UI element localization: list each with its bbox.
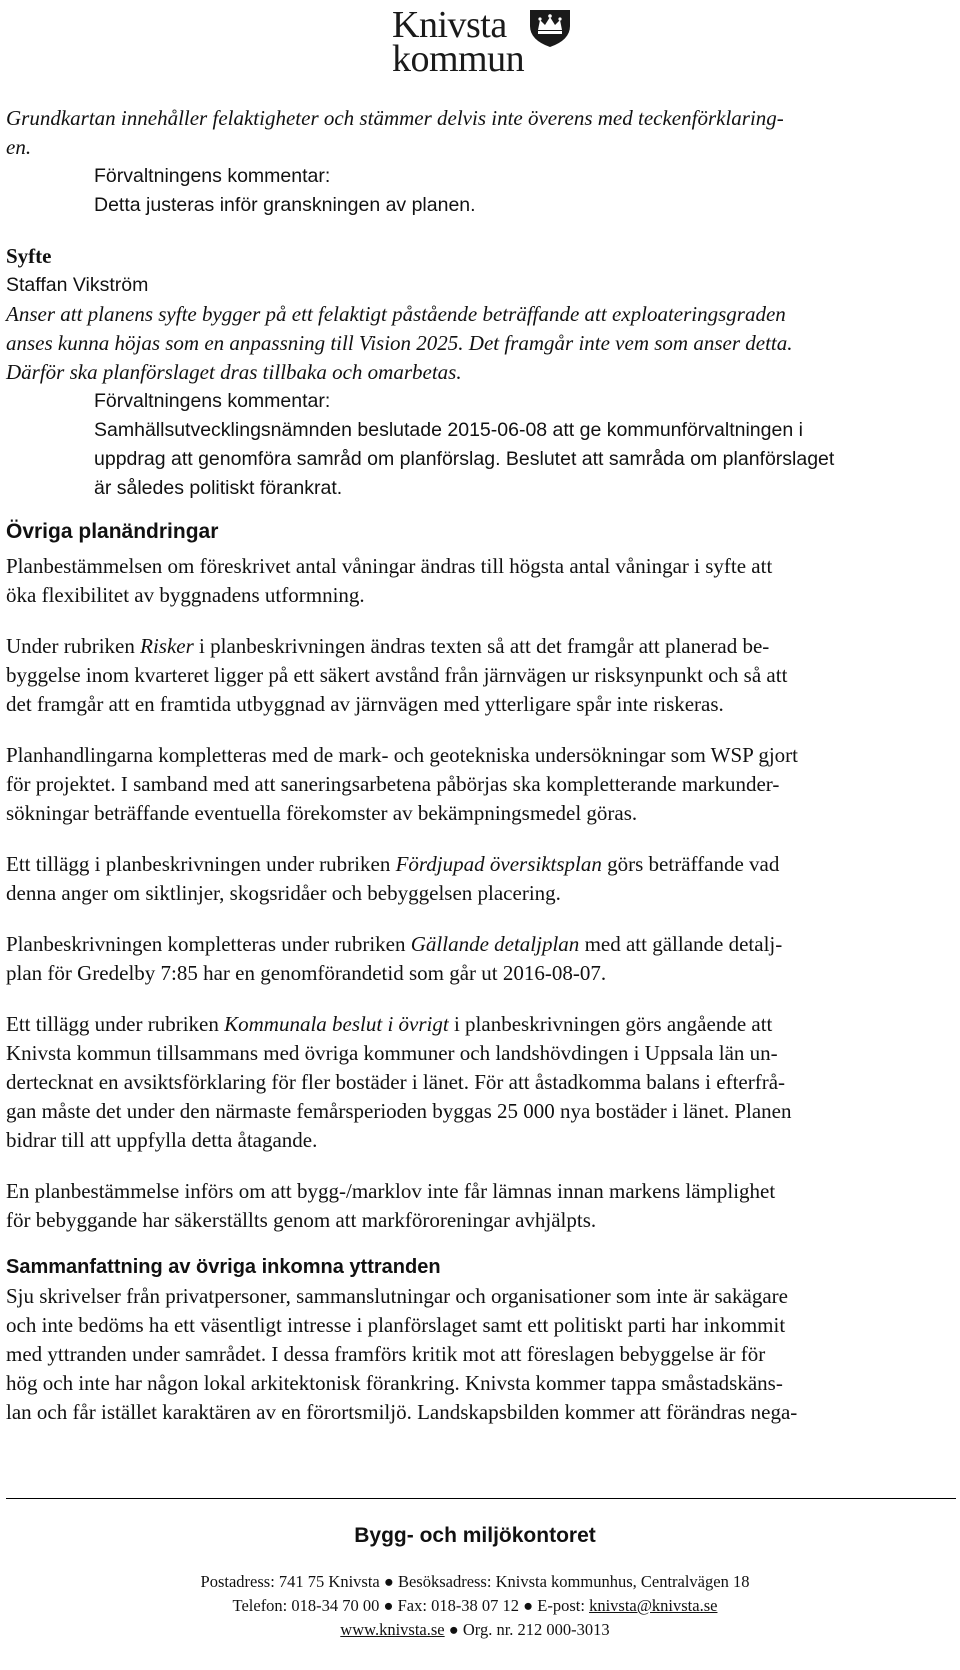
paragraph-line: och inte bedöms ha ett väsentligt intresse i planförslaget samt ett politiskt parti har inkommit: [6, 1313, 786, 1337]
comment-label: Förvaltningens kommentar:: [94, 165, 331, 187]
paragraph-line: sökningar beträffande eventuella förekomster av bekämpningsmedel göras.: [6, 801, 638, 825]
logo-line-1: Knivsta: [392, 4, 507, 46]
syfte-line: Anser att planens syfte bygger på ett felaktigt påstående beträffande att exploateringsgraden: [6, 302, 786, 326]
paragraph-line: Ett tillägg i planbeskrivningen under rubriken Fördjupad översiktsplan görs beträffande vad: [6, 852, 780, 876]
comment-response: uppdrag att genomföra samråd om planförslag. Beslutet att samråda om planförslaget: [94, 448, 835, 470]
paragraph-line: det framgår att en framtida utbyggnad av järnvägen med ytterligare spår inte riskeras.: [6, 692, 724, 716]
paragraph-line: gan måste det under den närmaste femårsperioden byggas 25 000 nya bostäder i länet. Planen: [6, 1099, 792, 1123]
logo-line-2: kommun: [392, 38, 525, 80]
author-name: Staffan Vikström: [6, 274, 149, 296]
footer-title: Bygg- och miljökontoret: [354, 1524, 596, 1547]
section-heading-ovriga: Övriga planändringar: [6, 520, 219, 543]
paragraph-line: Planbeskrivningen kompletteras under rubriken Gällande detaljplan med att gällande detalj-: [6, 932, 783, 956]
comment-text-cont: en.: [6, 135, 32, 159]
paragraph-line: denna anger om siktlinjer, skogsridåer och bebyggelsen placering.: [6, 881, 561, 905]
syfte-line: Därför ska planförslaget dras tillbaka och omarbetas.: [6, 360, 462, 384]
paragraph-line: Planbestämmelsen om föreskrivet antal våningar ändras till högsta antal våningar i syfte att: [6, 554, 773, 578]
footer-web: www.knivsta.se ● Org. nr. 212 000-3013: [340, 1620, 610, 1639]
footer-email-link[interactable]: knivsta@knivsta.se: [589, 1596, 718, 1615]
paragraph-line: byggelse inom kvarteret ligger på ett säkert avstånd från järnvägen ur risksynpunkt och så att: [6, 663, 788, 687]
paragraph-line: Ett tillägg under rubriken Kommunala beslut i övrigt i planbeskrivningen görs angående att: [6, 1012, 773, 1036]
footer-divider: [6, 1498, 956, 1499]
paragraph-line: hög och inte har någon lokal arkitektonisk förankring. Knivsta kommer tappa småstadskäns-: [6, 1371, 783, 1395]
paragraph-line: dertecknat en avsiktsförklaring för fler bostäder i länet. För att åstadkomma balans i efterfrå-: [6, 1070, 786, 1094]
paragraph-line: plan för Gredelby 7:85 har en genomförandetid som går ut 2016-08-07.: [6, 961, 607, 985]
paragraph-line: för projektet. I samband med att saneringsarbetena påbörjas ska kompletterande markunder-: [6, 772, 780, 796]
comment-text: Grundkartan innehåller felaktigheter och stämmer delvis inte överens med teckenförklaring-: [6, 106, 784, 130]
paragraph-line: En planbestämmelse införs om att bygg-/marklov inte får lämnas innan markens lämplighet: [6, 1179, 776, 1203]
knivsta-kommun-logo: [392, 4, 574, 78]
paragraph-line: Under rubriken Risker i planbeskrivningen ändras texten så att det framgår att planerad be-: [6, 634, 770, 658]
syfte-line: anses kunna höjas som en anpassning till Vision 2025. Det framgår inte vem som anser detta.: [6, 331, 793, 355]
footer-contact: Telefon: 018-34 70 00 ● Fax: 018-38 07 12 ● E-post: knivsta@knivsta.se: [232, 1596, 718, 1615]
section-heading-syfte: Syfte: [6, 244, 52, 268]
paragraph-line: Sju skrivelser från privatpersoner, sammanslutningar och organisationer som inte är sakägare: [6, 1284, 788, 1308]
footer-website-link[interactable]: www.knivsta.se: [340, 1620, 445, 1639]
paragraph-line: Planhandlingarna kompletteras med de mark- och geotekniska undersökningar som WSP gjort: [6, 743, 798, 767]
paragraph-line: öka flexibilitet av byggnadens utformning.: [6, 583, 365, 607]
footer-address: Postadress: 741 75 Knivsta ● Besöksadress: Knivsta kommunhus, Centralvägen 18: [200, 1572, 750, 1591]
crown-shield-icon: [526, 4, 574, 48]
paragraph-line: med yttranden under samrådet. I dessa framförs kritik mot att föreslagen bebyggelse är för: [6, 1342, 766, 1366]
paragraph-line: lan och får istället karaktären av en förortsmiljö. Landskapsbilden kommer att förändras nega-: [6, 1400, 798, 1424]
section-heading-sammanfattning: Sammanfattning av övriga inkomna yttranden: [6, 1256, 441, 1278]
comment-response: är således politiskt förankrat.: [94, 477, 343, 499]
comment-response: Detta justeras inför granskningen av planen.: [94, 194, 476, 216]
paragraph-line: för bebyggande har säkerställts genom att markföroreningar avhjälpts.: [6, 1208, 597, 1232]
paragraph-line: Knivsta kommun tillsammans med övriga kommuner och landshövdingen i Uppsala län un-: [6, 1041, 778, 1065]
comment-label: Förvaltningens kommentar:: [94, 390, 331, 412]
comment-response: Samhällsutvecklingsnämnden beslutade 2015-06-08 att ge kommunförvaltningen i: [94, 419, 803, 441]
document-body: [6, 104, 956, 1427]
paragraph-line: bidrar till att uppfylla detta åtagande.: [6, 1128, 318, 1152]
